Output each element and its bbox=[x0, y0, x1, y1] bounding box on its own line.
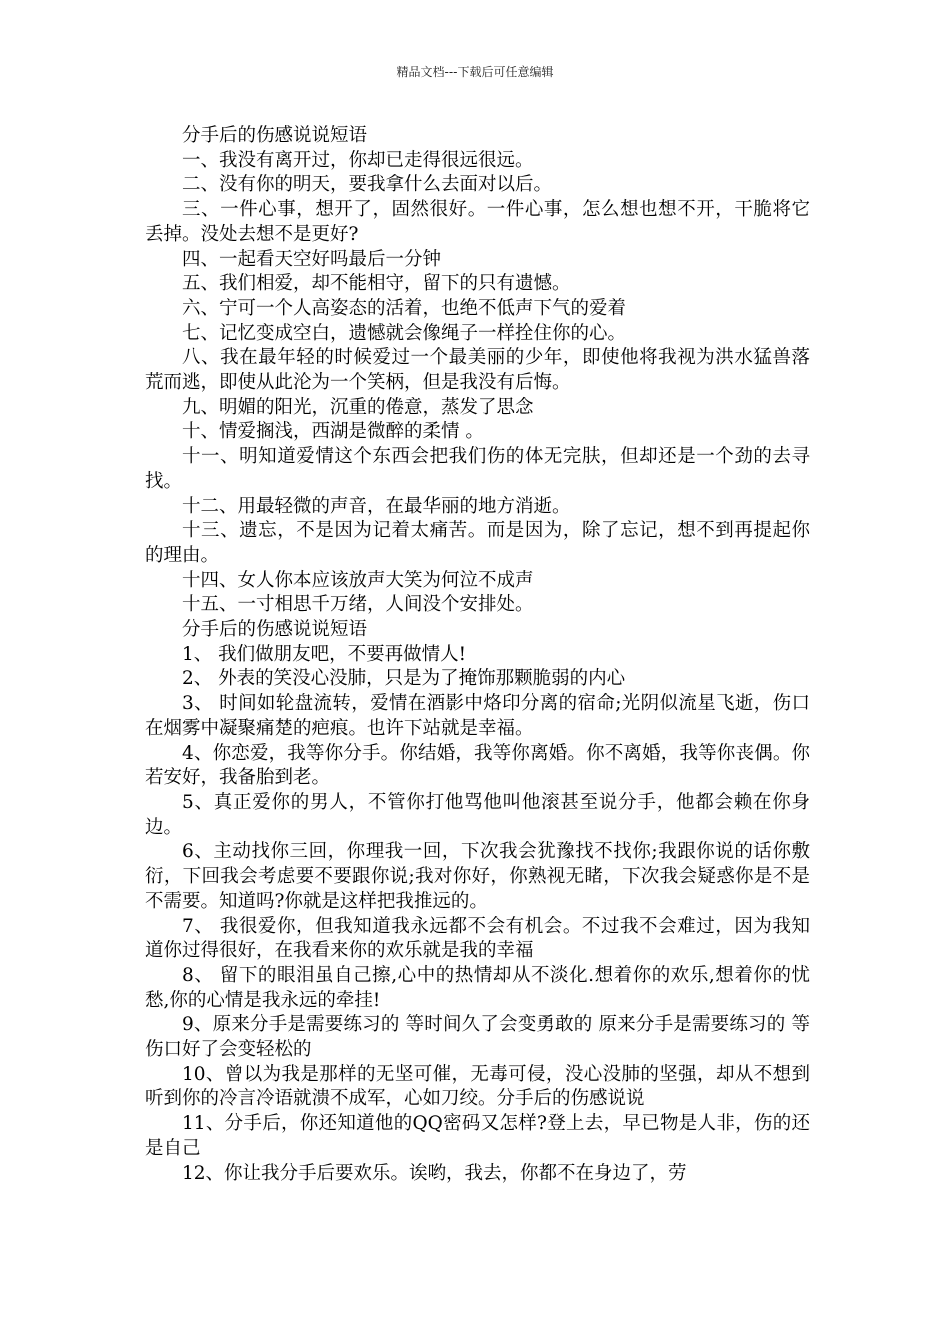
text-paragraph: 1、 我们做朋友吧，不要再做情人! bbox=[182, 643, 467, 665]
text-paragraph: 八、我在最年轻的时候爱过一个最美丽的少年，即使他将我视为洪水猛兽落荒而逃，即使从此沦为一个笑柄，但是我没有后悔。 bbox=[145, 347, 810, 394]
text-paragraph: 二、没有你的明天，要我拿什么去面对以后。 bbox=[182, 174, 553, 196]
text-paragraph: 十二、用最轻微的声音，在最华丽的地方消逝。 bbox=[182, 495, 571, 517]
text-paragraph: 11、分手后，你还知道他的QQ密码又怎样?登上去，早已物是人非，伤的还是自己 bbox=[145, 1113, 810, 1159]
text-paragraph: 九、明媚的阳光，沉重的倦意，蒸发了思念 bbox=[182, 396, 534, 418]
text-paragraph: 十一、明知道爱情这个东西会把我们伤的体无完肤，但却还是一个劲的去寻找。 bbox=[145, 446, 810, 492]
document-body bbox=[145, 124, 810, 1186]
text-paragraph: 12、你让我分手后要欢乐。诶哟，我去，你都不在身边了，劳 bbox=[182, 1162, 687, 1184]
text-paragraph: 六、宁可一个人高姿态的活着，也绝不低声下气的爱着 bbox=[182, 297, 627, 319]
text-paragraph: 6、主动找你三回，你理我一回，下次我会犹豫找不找你;我跟你说的话你敷衍，下回我会考虑要不要跟你说;我对你好，你熟视无睹，下次我会疑惑你是不是不需要。知道吗?你就是这样把我推远的。 bbox=[145, 841, 810, 912]
text-paragraph: 10、曾以为我是那样的无坚可催，无毒可侵，没心没肺的坚强，却从不想到听到你的冷言冷语就溃不成军，心如刀绞。分手后的伤感说说 bbox=[145, 1063, 810, 1110]
text-paragraph: 十五、一寸相思千万绪，人间没个安排处。 bbox=[182, 594, 534, 616]
text-paragraph: 9、原来分手是需要练习的 等时间久了会变勇敢的 原来分手是需要练习的 等伤口好了会变轻松的 bbox=[145, 1014, 810, 1061]
text-paragraph: 2、 外表的笑没心没肺，只是为了掩饰那颗脆弱的内心 bbox=[182, 668, 626, 690]
text-paragraph: 四、一起看天空好吗最后一分钟 bbox=[182, 248, 442, 270]
text-paragraph: 十四、女人你本应该放声大笑为何泣不成声 bbox=[182, 569, 534, 591]
section-heading: 分手后的伤感说说短语 bbox=[182, 619, 368, 641]
text-paragraph: 十、情爱搁浅，西湖是微醉的柔情 。 bbox=[182, 421, 484, 443]
page-header: 精品文档---下载后可任意编辑 bbox=[396, 65, 554, 79]
text-paragraph: 8、 留下的眼泪虽自己擦,心中的热情却从不淡化.想着你的欢乐,想着你的忧愁,你的心情是我永远的牵挂! bbox=[145, 964, 810, 1011]
text-paragraph: 5、真正爱你的男人，不管你打他骂他叫他滚甚至说分手，他都会赖在你身边。 bbox=[145, 791, 810, 838]
section-heading: 分手后的伤感说说短语 bbox=[182, 125, 368, 146]
text-paragraph: 五、我们相爱，却不能相守，留下的只有遗憾。 bbox=[182, 273, 571, 295]
text-paragraph: 七、记忆变成空白，遗憾就会像绳子一样拴住你的心。 bbox=[182, 322, 627, 344]
text-paragraph: 3、 时间如轮盘流转，爱情在酒影中烙印分离的宿命;光阴似流星飞逝，伤口在烟雾中凝聚痛楚的疤痕。也许下站就是幸福。 bbox=[145, 693, 810, 739]
text-paragraph: 4、你恋爱，我等你分手。你结婚，我等你离婚。你不离婚，我等你丧偶。你若安好，我备胎到老。 bbox=[145, 742, 810, 789]
text-paragraph: 一、我没有离开过，你却已走得很远很远。 bbox=[182, 149, 534, 171]
text-paragraph: 三、一件心事，想开了，固然很好。一件心事，怎么想也想不开，干脆将它丢掉。没处去想不是更好? bbox=[145, 199, 810, 245]
text-paragraph: 7、 我很爱你，但我知道我永远都不会有机会。不过我不会难过，因为我知道你过得很好，在我看来你的欢乐就是我的幸福 bbox=[145, 915, 810, 962]
text-paragraph: 十三、遗忘，不是因为记着太痛苦。而是因为，除了忘记，想不到再提起你的理由。 bbox=[145, 520, 810, 566]
